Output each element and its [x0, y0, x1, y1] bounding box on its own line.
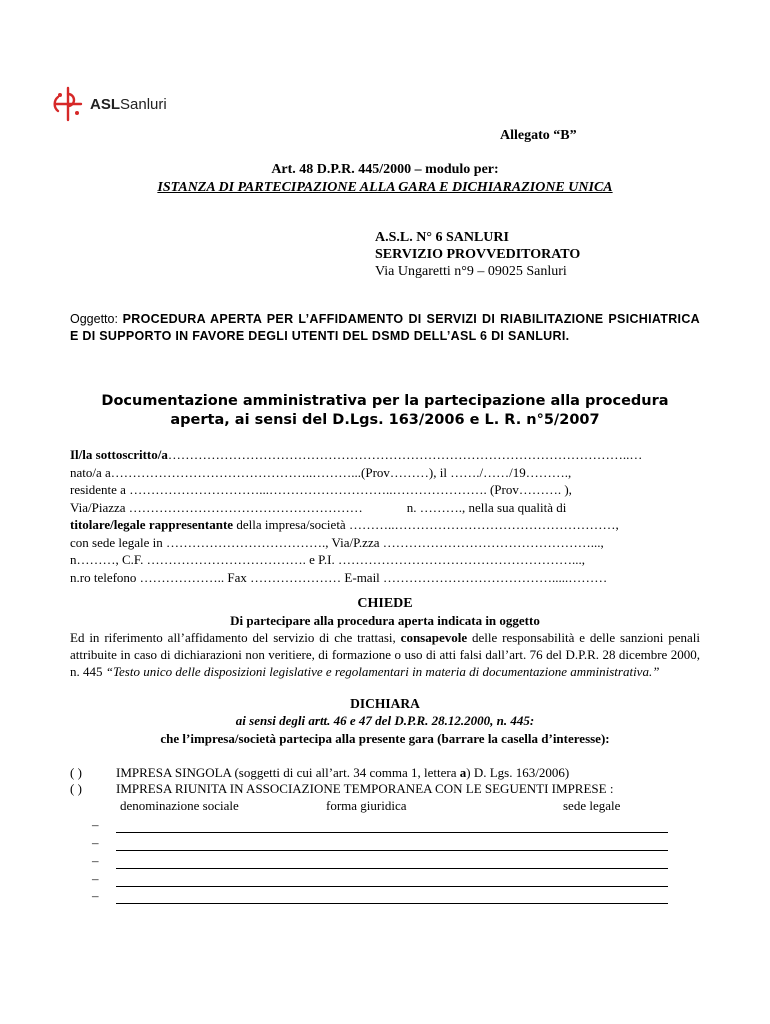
field-line-cf: n………, C.F. ………………………………. e P.I. ………………………………………………..., — [70, 552, 585, 567]
document-title: Documentazione amministrativa per la partecipazione alla procedura aperta, ai sensi del D.Lgs. 163/2006 e L. R. n°5/2007 — [101, 393, 669, 428]
recipient-address — [375, 229, 580, 280]
subject-label: Oggetto: — [70, 312, 118, 326]
subject-paragraph — [70, 311, 700, 345]
asl-logo-icon — [50, 86, 86, 122]
option-impresa-riunita[interactable]: ( ) IMPRESA RIUNITA IN ASSOCIAZIONE TEMPORANEA CON LE SEGUENTI IMPRESE : — [70, 781, 614, 796]
di-partecipare-line: Di partecipare alla procedura aperta indicata in oggetto — [230, 613, 540, 628]
blank-line[interactable] — [116, 840, 668, 851]
body-paragraph: Ed in riferimento all’affidamento del servizio di che trattasi, consapevole delle responsabilità e delle sanzioni penali attribuite in caso di dichiarazioni non veritiere, di formazione o uso di atti falsi dall’art. 76 del D.P.R. 28 dicembre 2000, n. 445 “Testo unico delle disposizioni legislative e regolamentari in materia di documentazione amministrativa.” — [70, 630, 701, 679]
blank-line[interactable] — [116, 876, 668, 887]
recipient-line1: A.S.L. N° 6 SANLURI — [375, 230, 509, 245]
subject-text: PROCEDURA APERTA PER L’AFFIDAMENTO DI SERVIZI DI RIABILITAZIONE PSICHIATRICA E DI SUPPORTO IN FAVORE DEGLI UTENTI DEL DSMD DELL’ASL 6 DI SANLURI. — [70, 312, 700, 343]
column-forma-giuridica: forma giuridica — [326, 798, 407, 813]
option-impresa-singola[interactable]: ( ) IMPRESA SINGOLA (soggetti di cui all’art. 34 comma 1, lettera a) D. Lgs. 163/2006) — [70, 765, 570, 780]
field-line-telefono: n.ro telefono ……………….. Fax ………………… E-mail ………………………………….....……… — [70, 569, 608, 585]
blank-line[interactable] — [116, 822, 668, 833]
member-row[interactable]: – — [92, 871, 668, 887]
recipient-line3: Via Ungaretti n°9 – 09025 Sanluri — [375, 264, 567, 279]
member-row[interactable]: – — [92, 817, 668, 833]
field-line-via: Via/Piazza ……………………………………………… n. ………., nella sua qualità di — [70, 499, 567, 515]
allegato-label: Allegato “B” — [500, 128, 577, 143]
member-row[interactable]: – — [92, 835, 668, 851]
field-line-residente: residente a …………………………...………………………..…………………. (Prov………. ), — [70, 482, 572, 497]
applicant-fields — [70, 446, 700, 586]
field-line-sede: con sede legale in ………………………………., Via/P.zza …………………………………………..., — [70, 534, 604, 550]
checkbox-paren[interactable]: ( ) — [70, 765, 82, 780]
recipient-line2: SERVIZIO PROVVEDITORATO — [375, 247, 581, 262]
blank-line[interactable] — [116, 858, 668, 869]
ai-sensi-line: ai sensi degli artt. 46 e 47 del D.P.R. 28.12.2000, n. 445: — [235, 713, 535, 728]
art-reference: Art. 48 D.P.R. 445/2000 – modulo per: — [271, 162, 499, 177]
asl-logo-text: ASLSanluri — [90, 95, 167, 113]
checkbox-paren[interactable]: ( ) — [70, 781, 82, 796]
asl-logo — [50, 86, 180, 122]
form-title: ISTANZA DI PARTECIPAZIONE ALLA GARA E DICHIARAZIONE UNICA — [157, 180, 613, 195]
dichiara-heading: DICHIARA — [350, 696, 420, 711]
member-row[interactable]: – — [92, 853, 668, 869]
blank-line[interactable] — [116, 893, 668, 904]
member-row[interactable]: – — [92, 888, 668, 904]
che-impresa-line: che l’impresa/società partecipa alla presente gara (barrare la casella d’interesse): — [160, 731, 610, 746]
field-line-sottoscritto: Il/la sottoscritto/a……………………………………………………………………………………………..… — [70, 447, 643, 462]
column-sede-legale: sede legale — [563, 798, 621, 813]
chiede-heading: CHIEDE — [357, 596, 413, 611]
field-line-nato: nato/a a………………………………………..………...(Prov………), il ……./……/19………., — [70, 464, 572, 480]
column-denominazione: denominazione sociale — [120, 798, 239, 813]
field-line-titolare: titolare/legale rappresentante della impresa/società ………..……………………………………………, — [70, 517, 619, 532]
